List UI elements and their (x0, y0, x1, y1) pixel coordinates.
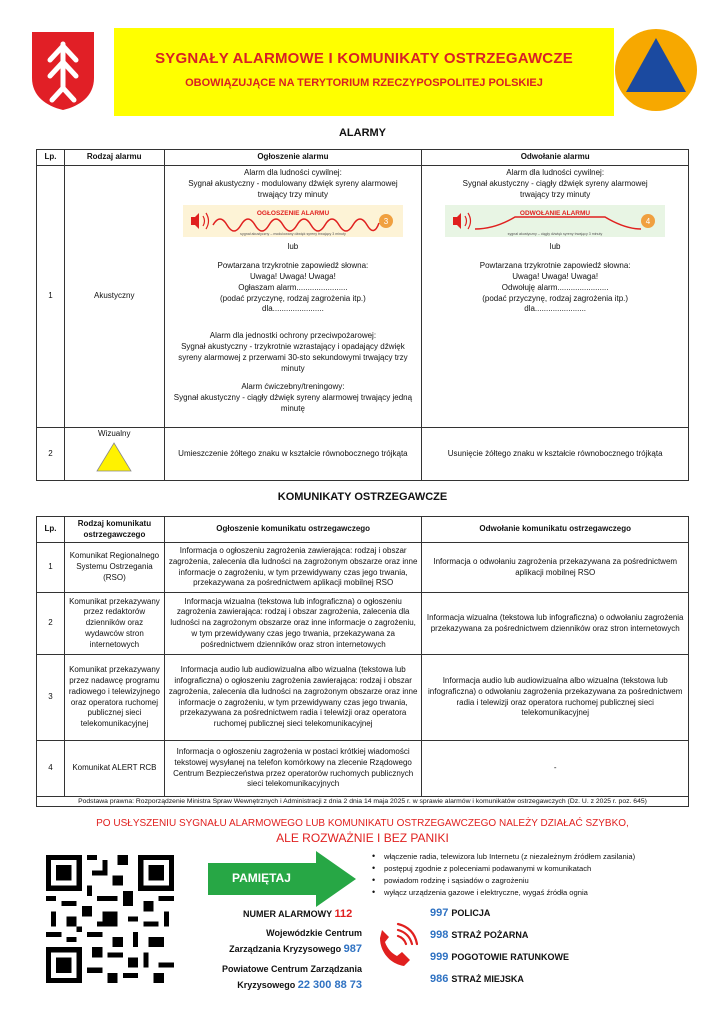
uwaga-text: Uwaga! Uwaga! Uwaga! (512, 271, 599, 281)
row-number: 2 (37, 593, 65, 655)
warning-type: Komunikat przekazywany przez redaktorów dzienników oraz wydawców stron internetowych (64, 593, 164, 655)
phone-icon (374, 922, 418, 968)
row-number: 2 (37, 428, 65, 481)
alarm-number-label: NUMER ALARMOWY (243, 909, 332, 919)
repeat-label: Powtarzana trzykrotnie zapowiedź słowna: (217, 261, 369, 271)
alarm-type: Wizualny (97, 429, 131, 438)
table-row (37, 593, 689, 655)
cancel-line: Odwołuję alarm....................... (501, 282, 609, 292)
alarm-type-cell (64, 428, 164, 481)
wczk-number: 987 (343, 942, 362, 955)
column-header: Odwołanie alarmu (422, 150, 689, 166)
announce-line: dla....................... (262, 304, 324, 314)
warning-announce: Informacja audio lub audiowizualna albo wizualna (tekstowa lub infograficzna) o ogłoszeniu zagrożenia zawierająca: rodzaj i obszar zagrożenia, zalecenia dla ludności na zagrożonym obszarze oraz inne informacje o zagrożeniu, w tym przewidywany czas jego trwania, przekazywana za pośrednictwem radia i telewizji oraz operatora ruchomej publicznej sieci telekomunikacyjnej (164, 655, 422, 741)
siren-modulated-icon (183, 205, 403, 237)
yellow-triangle-icon (96, 442, 132, 472)
announce-line: (podać przyczynę, rodzaj zagrożenia itp.) (219, 293, 366, 303)
wczk-contact (222, 927, 362, 958)
civil-signal: Sygnał akustyczny - ciągły dźwięk syreny alarmowej trwający trzy minuty (462, 178, 648, 199)
list-item: • włączenie radia, telewizora lub Internetu (z niezależnym źródłem zasilania) (372, 852, 635, 861)
fire-header: Alarm dla jednostki ochrony przeciwpożarowej: (209, 331, 377, 341)
header (26, 28, 698, 118)
siren-img-badge: 4 (645, 217, 651, 227)
pczk-number: 22 300 88 73 (297, 978, 362, 991)
warning-announce: Informacja wizualna (tekstowa lub infograficzna) o ogłoszeniu zagrożenia zawierająca: rodzaj i obszar zagrożenia, zalecenia dla ludności na zagrożonym obszarze oraz inne informacje o zagrożeniu, w tym przewidywany czas jego trwania, przekazywana za pośrednictwem dzienników oraz stron internetowych (164, 593, 422, 655)
warnings-table (36, 516, 689, 797)
civil-header: Alarm dla ludności cywilnej: (243, 168, 342, 177)
civil-header: Alarm dla ludności cywilnej: (506, 168, 605, 177)
table-row (37, 543, 689, 593)
table-row (37, 655, 689, 741)
alarm-announce-cell (164, 166, 422, 428)
page-subtitle: OBOWIĄZUJĄCE NA TERYTORIUM RZECZYPOSPOLITEJ POLSKIEJ (185, 77, 543, 89)
pczk-line: Kryzysowego (237, 979, 296, 990)
column-header: Lp. (37, 517, 65, 543)
cancel-line: (podać przyczynę, rodzaj zagrożenia itp.) (482, 293, 629, 303)
exercise-signal: Sygnał akustyczny - ciągły dźwięk syreny alarmowej trwający jedną minutę (173, 393, 413, 413)
list-item: • postępuj zgodnie z poleceniami podawanymi w komunikatach (372, 864, 635, 873)
siren-img-caption: sygnał akustyczny – ciągły dźwięk syreny trwający 3 minuty (507, 232, 603, 237)
alarm-cancel-cell (422, 166, 689, 428)
pczk-contact (212, 963, 362, 994)
city-crest-icon (30, 30, 96, 112)
instructions-list (372, 852, 635, 900)
siren-img-title: OGŁOSZENIE ALARMU (256, 210, 330, 218)
alarm-type: Akustyczny (64, 166, 164, 428)
or-label: lub (549, 242, 561, 252)
visual-cancel: Usunięcie żółtego znaku w kształcie równobocznego trójkąta (422, 428, 689, 481)
emergency-item: 997 POLICJA (430, 907, 491, 919)
page-title: SYGNAŁY ALARMOWE I KOMUNIKATY OSTRZEGAWCZE (155, 50, 573, 67)
warning-announce: Informacja o ogłoszeniu zagrożenia zawierająca: rodzaj i obszar zagrożenia, zalecenia dla ludności na zagrożonym obszarze oraz inne informacje o zagrożeniu, w tym przewidywany czas jego trwania, przekazywana za pośrednictwem aplikacji mobilnej RSO (164, 543, 422, 593)
repeat-label: Powtarzana trzykrotnie zapowiedź słowna: (479, 261, 631, 271)
emergency-item: 998 STRAŻ POŻARNA (430, 929, 529, 941)
siren-img-badge: 3 (383, 217, 389, 227)
table-row (37, 166, 689, 428)
table-row (37, 741, 689, 797)
alarms-title: ALARMY (338, 127, 387, 139)
remember-label: PAMIĘTAJ (232, 871, 291, 885)
pczk-line: Powiatowe Centrum Zarządzania (221, 964, 362, 974)
civil-defence-icon (614, 28, 698, 112)
warning-type: Komunikat przekazywany przez nadawcę programu radiowego i telewizyjnego oraz operatora ruchomej publicznej sieci telekomunikacyjnej (64, 655, 164, 741)
fire-signal: Sygnał akustyczny - trzykrotnie wzrastający i opadający dźwięk syreny alarmowej z przerwami 30-sto sekundowymi trwający trzy minuty (178, 341, 408, 373)
qr-code-icon (46, 855, 174, 983)
warning-type: Komunikat ALERT RCB (64, 741, 164, 797)
wczk-line: Zarządzania Kryzysowego (229, 943, 342, 954)
cancel-line: dla....................... (524, 304, 587, 314)
row-number: 3 (37, 655, 65, 741)
row-number: 4 (37, 741, 65, 797)
uwaga-text: Uwaga! Uwaga! Uwaga! (249, 271, 336, 281)
emergency-item: 986 STRAŻ MIEJSKA (430, 973, 524, 985)
warning-cancel: Informacja wizualna (tekstowa lub infograficzna) o odwołaniu zagrożenia przekazywana za pośrednictwem dzienników oraz stron internetowych (422, 593, 689, 655)
warning-cancel: Informacja audio lub audiowizualna albo wizualna (tekstowa lub infograficzna) o odwołaniu zagrożenia przekazywana za pośrednictwem radia i telewizji oraz operatora ruchomej publicznej sieci telekomunikacyjnej (422, 655, 689, 741)
column-header: Odwołanie komunikatu ostrzegawczego (422, 517, 689, 543)
exercise-header: Alarm ćwiczebny/treningowy: (241, 382, 345, 392)
warning-announce: Informacja o ogłoszeniu zagrożenia w postaci krótkiej wiadomości tekstowej wysyłanej na telefon komórkowy na zlecenie Rządowego Centrum Bezpieczeństwa przez operatorów ruchomych publicznych sieci telekomunikacyjnych (164, 741, 422, 797)
visual-announce: Umieszczenie żółtego znaku w kształcie równobocznego trójkąta (164, 428, 422, 481)
column-header: Lp. (37, 150, 65, 166)
civil-signal: Sygnał akustyczny - modulowany dźwięk syreny alarmowej trwający trzy minuty (188, 178, 398, 199)
siren-continuous-icon (445, 205, 665, 237)
row-number: 1 (37, 543, 65, 593)
wczk-line: Wojewódzkie Centrum (266, 928, 362, 938)
warning-cancel: Informacja o odwołaniu zagrożenia przekazywana za pośrednictwem aplikacji mobilnej RSO (422, 543, 689, 593)
siren-img-caption: sygnał akustyczny – modulowany dźwięk syreny trwający 3 minuty (240, 232, 346, 237)
alarm-number-value: 112 (334, 908, 353, 920)
emergency-item: 999 POGOTOWIE RATUNKOWE (430, 951, 570, 963)
warning-line-2: ALE ROZWAŻNIE I BEZ PANIKI (276, 831, 449, 845)
warning-type: Komunikat Regionalnego Systemu Ostrzegania (RSO) (64, 543, 164, 593)
alarms-table (36, 149, 689, 481)
announce-line: Ogłaszam alarm....................... (238, 282, 348, 292)
warnings-title: KOMUNIKATY OSTRZEGAWCZE (277, 491, 448, 503)
title-box (114, 28, 614, 116)
table-row (37, 428, 689, 481)
alarm-number (243, 908, 352, 920)
table-header-row (37, 150, 689, 166)
warning-cancel: - (422, 741, 689, 797)
column-header: Ogłoszenie alarmu (164, 150, 422, 166)
column-header: Rodzaj alarmu (64, 150, 164, 166)
column-header: Rodzaj komunikatu ostrzegawczego (64, 517, 164, 543)
warning-line-1: PO USŁYSZENIU SYGNAŁU ALARMOWEGO LUB KOMUNIKATU OSTRZEGAWCZEGO NALEŻY DZIAŁAĆ SZYBKO, (96, 818, 629, 829)
column-header: Ogłoszenie komunikatu ostrzegawczego (164, 517, 422, 543)
legal-basis: Podstawa prawna: Rozporządzenie Ministra Spraw Wewnętrznych i Administracji z dnia 2 dnia 14 maja 2025 r. w sprawie alarmów i komunikatów ostrzegawczych (Dz. U. z 2025 r. poz. 645) (36, 797, 689, 807)
or-label: lub (287, 242, 299, 252)
list-item: • powiadom rodzinę i sąsiadów o zagrożeniu (372, 876, 635, 885)
row-number: 1 (37, 166, 65, 428)
list-item: • wyłącz urządzenia gazowe i elektryczne, wygaś źródła ognia (372, 888, 635, 897)
table-header-row (37, 517, 689, 543)
siren-img-title: ODWOŁANIE ALARMU (520, 210, 591, 218)
